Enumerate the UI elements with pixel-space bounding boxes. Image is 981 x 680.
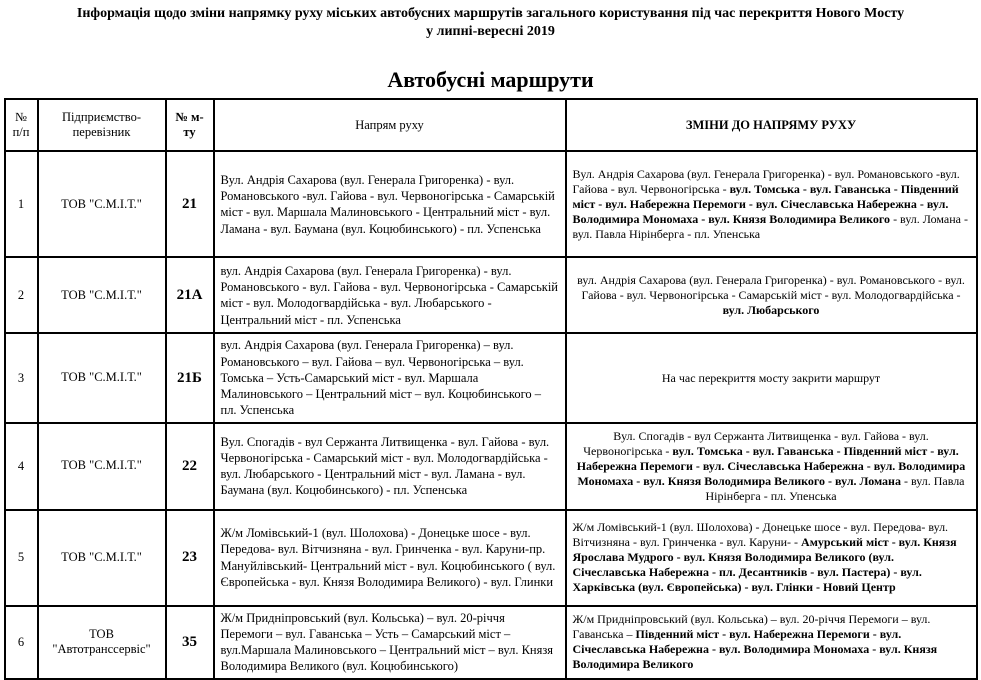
changes-text-normal: На час перекриття мосту закрити маршрут xyxy=(661,370,881,385)
header-num: № п/п xyxy=(5,99,38,151)
table-row xyxy=(5,606,977,679)
table-row xyxy=(5,510,977,606)
header-direction: Напрям руху xyxy=(214,99,566,151)
route-changes xyxy=(566,257,977,333)
changes-text-bold: вул. Томська - вул. Гаванська - Південний міст - вул. Набережна Перемоги - вул. Січеславська Набережна - вул. Володимира Мономаха - вул. Князя Володимира Великого - вул. Ломана xyxy=(576,443,966,488)
header-changes: ЗМІНИ ДО НАПРЯМУ РУХУ xyxy=(566,99,977,151)
carrier-name: ТОВ "С.М.І.Т." xyxy=(38,423,166,510)
row-number: 3 xyxy=(5,333,38,422)
table-row xyxy=(5,333,977,422)
carrier-name: ТОВ "С.М.І.Т." xyxy=(38,333,166,422)
route-number: 35 xyxy=(166,606,214,679)
row-number: 5 xyxy=(5,510,38,606)
row-number: 4 xyxy=(5,423,38,510)
route-direction: Ж/м Придніпровський (вул. Кольська) – вул. 20-річчя Перемоги – вул. Гаванська – Усть – Самарський міст – вул.Маршала Малиновського – Центральний міст – вул. Князя Володимира Великого (вул. Коцюбинського) xyxy=(214,606,566,679)
bus-routes-table xyxy=(4,98,978,679)
route-changes xyxy=(566,151,977,257)
changes-text-normal: Вул. Андрія Сахарова (вул. Генерала Григоренка) - вул. Романовського -вул. Гайова - вул. Червоногірська - xyxy=(572,166,960,196)
changes-text-normal: - вул. Ломана - вул. Павла Нірінберга - пл. Упенська xyxy=(572,211,968,241)
header-carrier: Підприємство-перевізник xyxy=(38,99,166,151)
document-title-line1: Інформація щодо зміни напрямку руху міських автобусних маршрутів загального користування під час перекриття Нового Мосту xyxy=(76,6,905,21)
route-changes xyxy=(566,510,977,606)
changes-text-bold: вул. Любарського xyxy=(722,302,820,317)
route-number: 22 xyxy=(166,423,214,510)
carrier-name: ТОВ "С.М.І.Т." xyxy=(38,257,166,333)
carrier-name: ТОВ "Автотранссервіс" xyxy=(38,606,166,679)
row-number: 6 xyxy=(5,606,38,679)
row-number: 2 xyxy=(5,257,38,333)
changes-text-normal: Вул. Спогадів - вул Сержанта Литвищенка - вул. Гайова - вул. Червоногірська - xyxy=(583,428,929,458)
changes-text-normal: - вул. Павла Нірінберга - пл. Упенська xyxy=(705,473,965,503)
row-number: 1 xyxy=(5,151,38,257)
route-changes xyxy=(566,333,977,422)
route-direction: Ж/м Ломівський-1 (вул. Шолохова) - Донецьке шосе - вул. Передова- вул. Вітчизняна - вул. Гринченка - вул. Каруни-пр. Мануйлівський- Центральний міст - вул. Коцюбинського ( вул. Європейська - вул. Князя Володимира Великого) - вул. Глинки xyxy=(214,510,566,606)
table-row xyxy=(5,151,977,257)
table-header-row xyxy=(5,99,977,151)
changes-text-normal: Ж/м Придніпровський (вул. Кольська) – вул. 20-річчя Перемоги – вул. Гаванська – xyxy=(572,612,931,642)
route-number: 21 xyxy=(166,151,214,257)
table-row xyxy=(5,257,977,333)
document-title-line2: у липні-вересні 2019 xyxy=(426,24,555,40)
changes-text-bold: Південний міст - вул. Набережна Перемоги - вул. Січеславська Набережна - вул. Володимира Мономаха - вул. Князя Володимира Великого xyxy=(572,627,938,672)
route-direction: Вул. Спогадів - вул Сержанта Литвищенка - вул. Гайова - вул. Червоногірська - Самарський міст - вул. Молодогвардійська - вул. Любарського - Центральний міст - вул. Ламана - вул. Баумана (вул. Коцюбинського) - пл. Успенська xyxy=(214,423,566,510)
carrier-name: ТОВ "С.М.І.Т." xyxy=(38,151,166,257)
changes-text-normal: Ж/м Ломівський-1 (вул. Шолохова) - Донецьке шосе - вул. Передова- вул. Вітчизняна - вул. Гринченка - вул. Каруни- - xyxy=(572,520,949,550)
carrier-name: ТОВ "С.М.І.Т." xyxy=(38,510,166,606)
changes-text-normal: вул. Андрія Сахарова (вул. Генерала Григоренка) - вул. Романовського - вул. Гайова - вул. Червоногірська - Самарській міст - вул. Молодогвардійська - xyxy=(577,272,965,302)
route-changes xyxy=(566,606,977,679)
document-title xyxy=(0,0,981,41)
header-route: № м-ту xyxy=(166,99,214,151)
route-direction: Вул. Андрія Сахарова (вул. Генерала Григоренка) - вул. Романовського -вул. Гайова - вул. Червоногірська - Самарській міст - вул. Маршала Малиновського - Центральний міст - вул. Ламана - вул. Баумана (вул. Коцюбинського) - пл. Успенська xyxy=(214,151,566,257)
table-title: Автобусні маршрути xyxy=(387,67,594,93)
route-direction: вул. Андрія Сахарова (вул. Генерала Григоренка) - вул. Романовського - вул. Гайова - вул. Червоногірська - Самарській міст - вул. Молодогвардійська - вул. Любарського - Центральний міст - пл. Успенська xyxy=(214,257,566,333)
route-direction: вул. Андрія Сахарова (вул. Генерала Григоренка) – вул. Романовського – вул. Гайова – вул. Червоногірська – вул. Томська – Усть-Самарський міст - вул. Маршала Малиновського – Центральний міст – вул. Коцюбинського – пл. Успенська xyxy=(214,333,566,422)
table-row xyxy=(5,423,977,510)
route-number: 21Б xyxy=(166,333,214,422)
route-changes xyxy=(566,423,977,510)
route-number: 21А xyxy=(166,257,214,333)
route-number: 23 xyxy=(166,510,214,606)
changes-text-bold: вул. Томська - вул. Гаванська - Південний міст - вул. Набережна Перемоги - вул. Січеславська Набережна - вул. Володимира Мономаха - вул. Князя Володимира Великого xyxy=(572,181,959,226)
changes-text-bold: Амурський міст - вул. Князя Ярослава Мудрого - вул. Князя Володимира Великого (вул. Січеславська Набережна - пл. Десантників - вул. Пастера) - вул. Харківська (вул. Європейська) - вул. Глінки - Новий Центр xyxy=(572,535,957,595)
